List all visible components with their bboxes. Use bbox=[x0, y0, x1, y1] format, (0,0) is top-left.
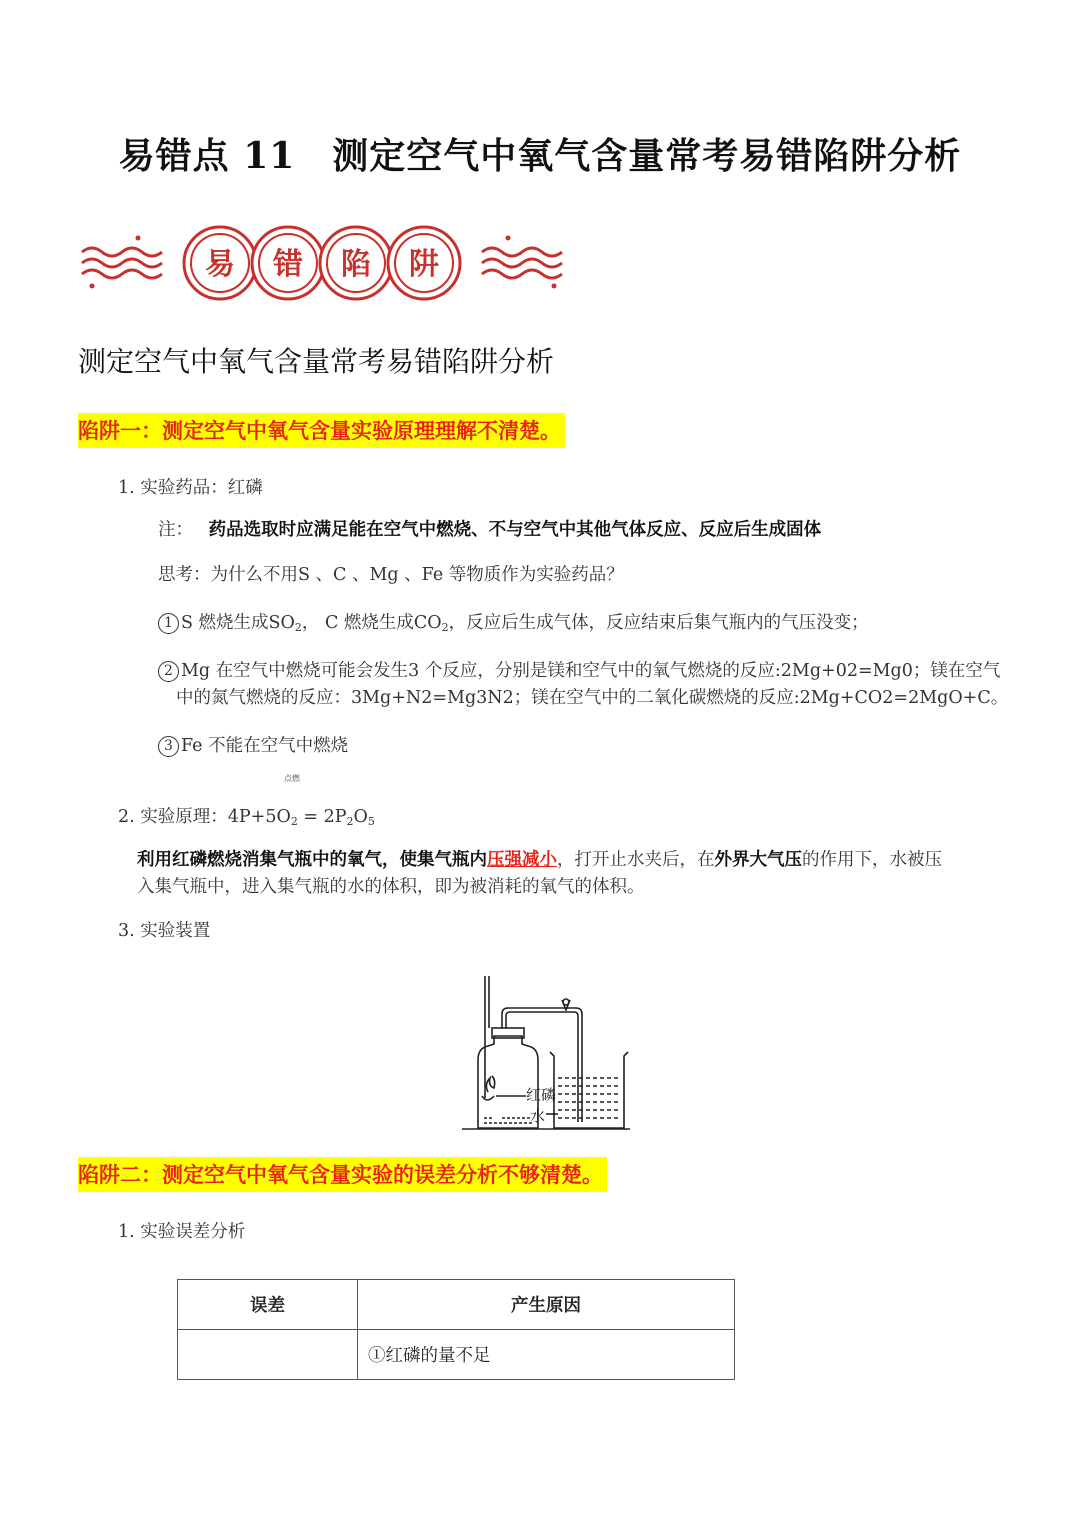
note-label: 注： bbox=[158, 520, 193, 540]
trap1-title: 陷阱一：测定空气中氧气含量实验原理理解不清楚。 bbox=[78, 413, 565, 448]
reason-item-2 bbox=[158, 657, 1000, 682]
label-phosphorus: 红磷 bbox=[526, 1086, 557, 1104]
explain-text: ，打开止水夹后，在 bbox=[557, 850, 715, 870]
reason-item-3 bbox=[158, 732, 348, 757]
think-question: 思考：为什么不用S 、C 、Mg 、Fe 等物质作为实验药品？ bbox=[158, 565, 624, 585]
apparatus-heading: 3. 实验装置 bbox=[118, 921, 211, 941]
subscript: 2 bbox=[346, 815, 354, 828]
banner-char-1: 易 bbox=[205, 247, 235, 282]
subscript: 5 bbox=[367, 815, 375, 828]
table-cell bbox=[178, 1330, 358, 1380]
reason-1-text-c: ，反应后生成气体，反应结束后集气瓶内的气压没变； bbox=[448, 613, 869, 633]
reason-2-line-2: 中的氮气燃烧的反应：3Mg+N2=Mg3N2；镁在空气中的二氧化碳燃烧的反应:2Mg+CO2=2MgO+C。 bbox=[176, 688, 1009, 708]
equation-part: O bbox=[353, 807, 368, 827]
equation-part: 2. 实验原理：4P+5O bbox=[118, 807, 291, 827]
pressure-decrease-highlight: 压强减小 bbox=[487, 850, 557, 870]
table-header-row bbox=[178, 1280, 735, 1330]
reason-item-1 bbox=[158, 609, 869, 634]
banner-char-3: 陷 bbox=[341, 247, 371, 282]
subscript: 2 bbox=[294, 621, 302, 634]
principle-explanation-line-2: 入集气瓶中，进入集气瓶的水的体积，即为被消耗的氧气的体积。 bbox=[137, 877, 645, 897]
table-cell: ①红磷的量不足 bbox=[358, 1330, 735, 1380]
circled-number: 3 bbox=[158, 736, 179, 757]
note-text: 药品选取时应满足能在空气中燃烧、不与空气中其他气体反应、反应后生成固体 bbox=[208, 520, 822, 540]
principle-explanation-line-1 bbox=[137, 846, 942, 871]
banner-char-2: 错 bbox=[273, 247, 303, 282]
principle-heading bbox=[118, 803, 375, 828]
reason-3-text: Fe 不能在空气中燃烧 bbox=[181, 736, 349, 756]
explain-bold: 外界大气压 bbox=[714, 850, 802, 870]
error-analysis-table bbox=[177, 1279, 735, 1380]
reason-2-line-1: Mg 在空气中燃烧可能会发生3 个反应，分别是镁和空气中的氧气燃烧的反应:2Mg+02=Mg0；镁在空气 bbox=[181, 661, 1001, 681]
trap2-title: 陷阱二：测定空气中氧气含量实验的误差分析不够清楚。 bbox=[78, 1157, 607, 1192]
banner-char-4: 阱 bbox=[409, 247, 439, 282]
explain-bold: 利用红磷燃烧消集气瓶中的氧气，使集气瓶内 bbox=[137, 850, 487, 870]
table-header: 误差 bbox=[178, 1280, 358, 1330]
right-wave-ornament bbox=[482, 236, 562, 289]
note-line bbox=[158, 516, 821, 541]
equation-part: = 2P bbox=[297, 807, 347, 827]
label-water: 水 bbox=[530, 1107, 546, 1125]
subscript: 2 bbox=[290, 815, 298, 828]
circled-number: 1 bbox=[158, 613, 179, 634]
explain-text: 的作用下，水被压 bbox=[802, 850, 942, 870]
circled-number: 2 bbox=[158, 661, 179, 682]
page-title: 易错点 11 测定空气中氧气含量常考易错陷阱分析 bbox=[118, 135, 962, 177]
table-row bbox=[178, 1330, 735, 1380]
table-header: 产生原因 bbox=[358, 1280, 735, 1330]
left-wave-ornament bbox=[82, 236, 162, 289]
error-analysis-heading: 1. 实验误差分析 bbox=[118, 1222, 246, 1242]
trap-banner bbox=[78, 222, 570, 304]
reason-1-text-b: ， C 燃烧生成CO bbox=[301, 613, 442, 633]
reason-1-text-a: S 燃烧生成SO bbox=[181, 613, 295, 633]
subscript: 2 bbox=[441, 621, 449, 634]
section-subtitle: 测定空气中氧气含量常考易错陷阱分析 bbox=[78, 345, 555, 378]
reaction-condition: 点燃 bbox=[284, 774, 300, 783]
apparatus-diagram bbox=[458, 972, 634, 1134]
reagent-heading: 1. 实验药品：红磷 bbox=[118, 478, 263, 498]
